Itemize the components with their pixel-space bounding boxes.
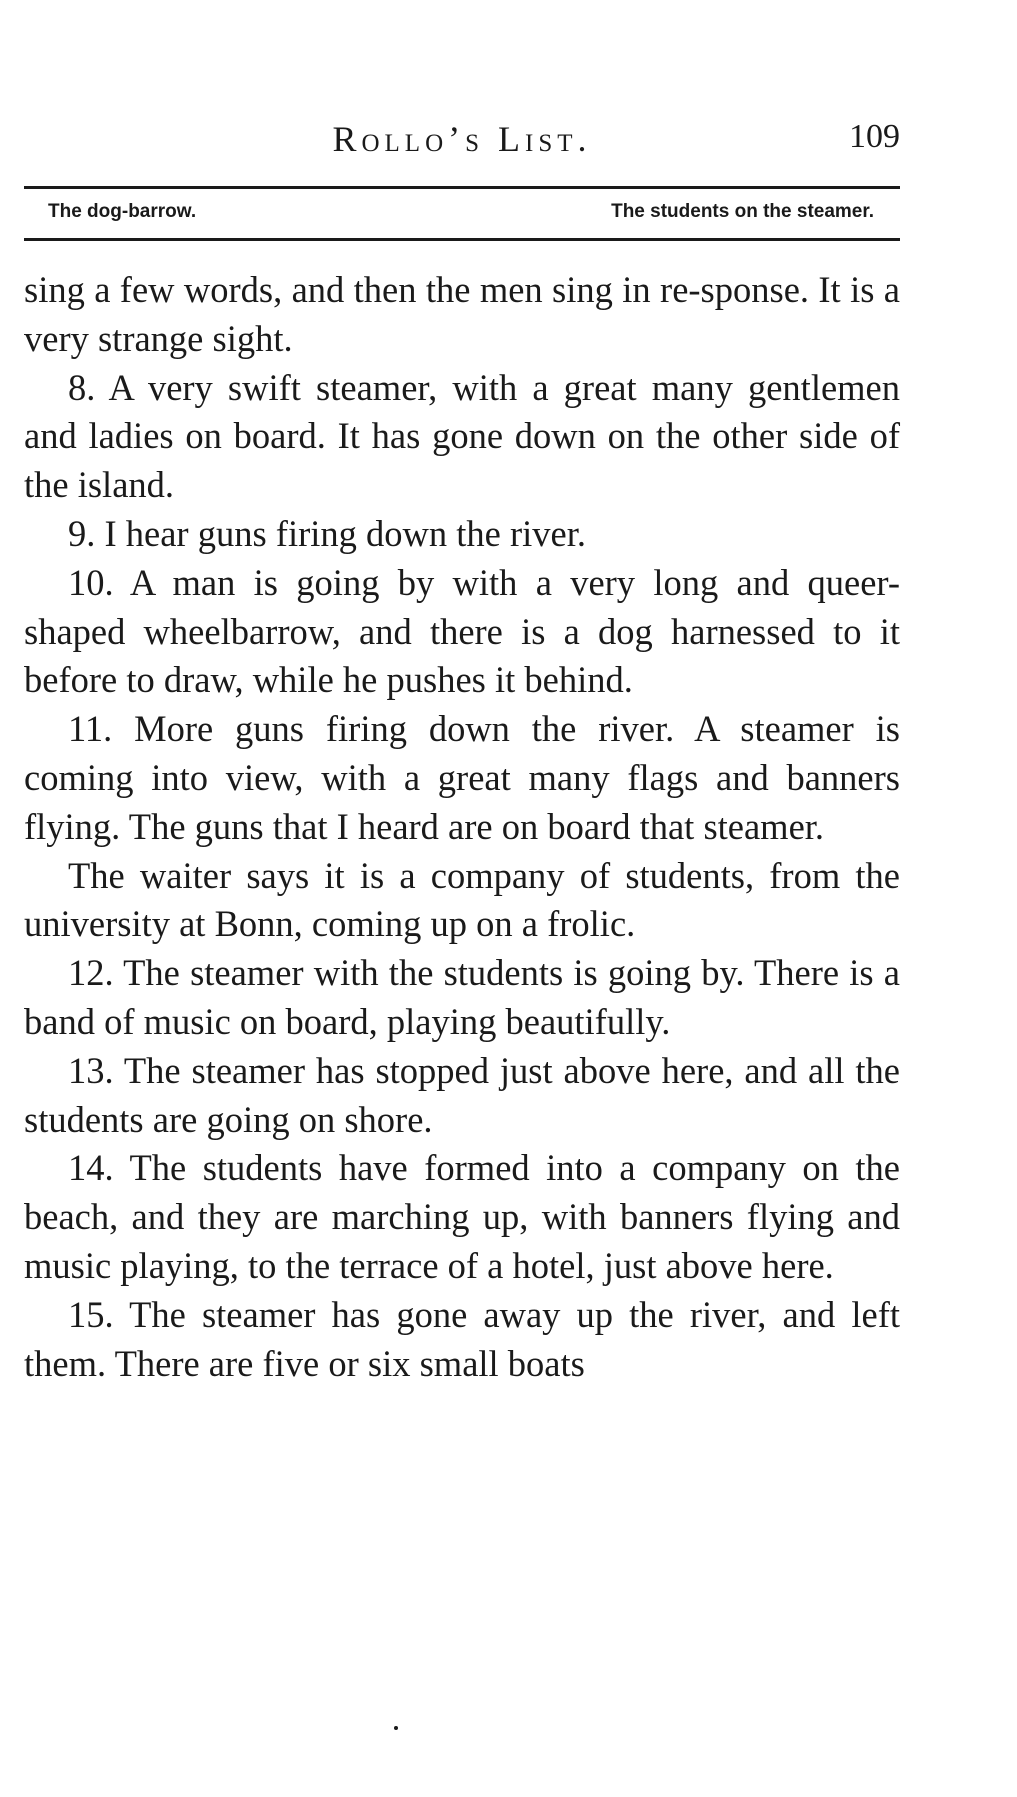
- paragraph-item-15: 15. The steamer has gone away up the river, and left them. There are five or six small boats: [24, 1293, 900, 1384]
- paragraph-continuation: sing a few words, and then the men sing in re-sponse. It is a very strange sight.: [24, 269, 900, 359]
- header-rule-bottom: [24, 238, 900, 241]
- paragraph-waiter: The waiter says it is a company of students, from the university at Bonn, coming up on a frolic.: [24, 854, 900, 945]
- page-number: 109: [849, 118, 900, 155]
- paragraph-item-11: 11. More guns firing down the river. A steamer is coming into view, with a great many flags and banners flying. The guns that I heard are on board that steamer.: [24, 708, 900, 847]
- running-title: Rollo’s List.: [332, 119, 592, 159]
- paragraph-item-14: 14. The students have formed into a company on the beach, and they are marching up, with banners flying and music playing, to the terrace of a hotel, just above here.: [24, 1147, 900, 1286]
- print-mark: [394, 1726, 398, 1730]
- paragraph-item-10: 10. A man is going by with a very long and queer-shaped wheelbarrow, and there is a dog harnessed to it before to draw, while he pushes it behind.: [24, 561, 900, 701]
- subhead-right: The students on the steamer.: [611, 201, 874, 222]
- header-rule-top: [24, 186, 900, 189]
- paragraph-item-9: 9. I hear guns firing down the river.: [68, 512, 586, 554]
- section-subheads: [48, 201, 874, 227]
- running-head: [24, 118, 900, 162]
- paragraph-item-13: 13. The steamer has stopped just above here, and all the students are going on shore.: [24, 1049, 900, 1140]
- paragraph-item-8: 8. A very swift steamer, with a great many gentlemen and ladies on board. It has gone down on the other side of the island.: [24, 366, 900, 506]
- subhead-left: The dog-barrow.: [48, 201, 197, 222]
- paragraph-item-12: 12. The steamer with the students is going by. There is a band of music on board, playing beautifully.: [24, 952, 900, 1042]
- body-text: [24, 266, 900, 1388]
